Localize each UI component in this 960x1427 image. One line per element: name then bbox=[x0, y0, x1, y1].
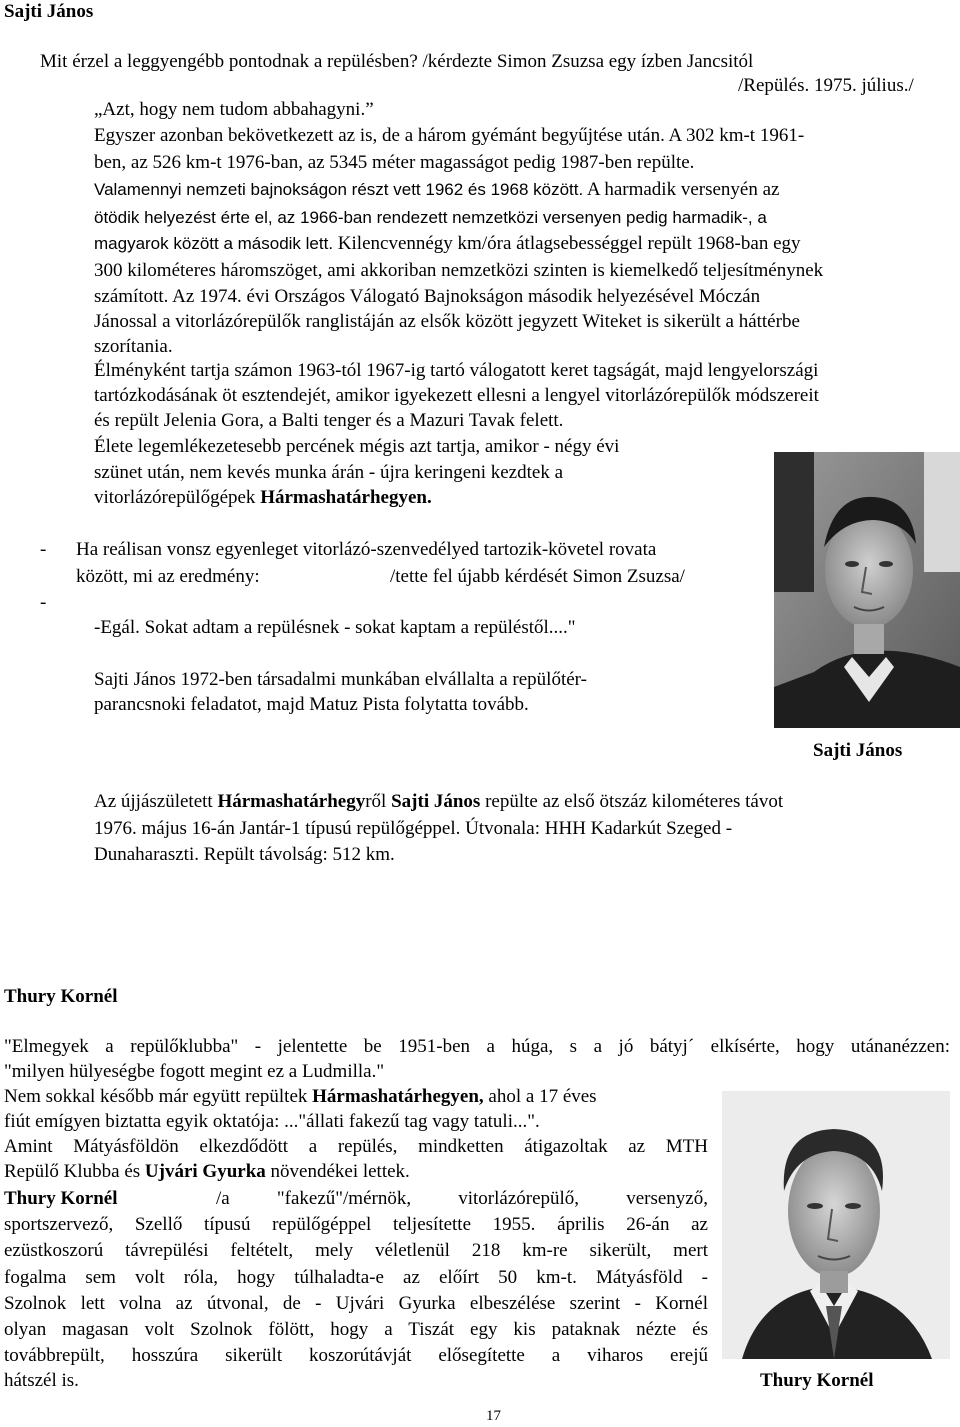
paragraph-line: szorítania. bbox=[94, 336, 173, 357]
paragraph-span: növendékei lettek. bbox=[265, 1161, 410, 1182]
question-line: Ha reálisan vonsz egyenleget vitorlázó-szenvedélyed tartozik-követel rovata bbox=[76, 539, 657, 560]
paragraph-line bbox=[4, 1318, 708, 1342]
paragraph-line bbox=[94, 178, 779, 202]
quote-line bbox=[4, 1035, 950, 1059]
portrait-photo-thury bbox=[722, 1091, 950, 1359]
quote-text: "Elmegyek a repülőklubba" - jelentette be 1951-ben a húga, s a jó bátyj´ elkísérte, hogy utánanézzen: bbox=[4, 1036, 950, 1057]
paragraph-line bbox=[4, 1213, 708, 1237]
paragraph-line: Egyszer azonban bekövetkezett az is, de a három gyémánt begyűjtése után. A 302 km-t 1961- bbox=[94, 125, 805, 146]
page-number: 17 bbox=[486, 1408, 501, 1424]
paragraph-line bbox=[4, 1187, 708, 1211]
paragraph-span bbox=[216, 1187, 708, 1211]
paragraph-span: Nem sokkal később már együtt repültek bbox=[4, 1086, 313, 1107]
paragraph-text: Szolnok lett volna az útvonal, de - Ujvári Gyurka elbeszélése szerint - Kornél bbox=[4, 1293, 708, 1314]
paragraph-line: ben, az 526 km-t 1976-ban, az 5345 méter magasságot pedig 1987-ben repülte. bbox=[94, 152, 695, 173]
person-name: Ujvári Gyurka bbox=[144, 1161, 266, 1182]
paragraph-span: A harmadik versenyén az bbox=[586, 179, 780, 200]
paragraph-line: fiút emígyen biztatta egyik oktatója: ..."állati fakezű tag vagy tatuli...". bbox=[4, 1111, 540, 1132]
paragraph-text: fogalma sem volt róla, hogy túlhaladta-e az előírt 50 km-t. Mátyásföld - bbox=[4, 1267, 708, 1288]
paragraph-span: Kilencvennégy km/óra átlagsebességgel repült 1968-ban egy bbox=[337, 233, 801, 254]
paragraph-line: számított. Az 1974. évi Országos Válogató Bajnokságon második helyezésével Móczán bbox=[94, 286, 761, 307]
paragraph-text: Amint Mátyásföldön elkezdődött a repülés, mindketten átigazoltak az MTH bbox=[4, 1136, 708, 1157]
paragraph-span: vitorlázórepülőgépek bbox=[94, 487, 261, 508]
paragraph-line: 300 kilométeres háromszöget, ami akkoriban nemzetközi szinten is kiemelkedő teljesítménynek bbox=[94, 260, 824, 281]
paragraph-text: olyan magasan volt Szolnok fölött, hogy a Tiszát egy kis pataknak nézte és bbox=[4, 1319, 708, 1340]
paragraph-span: repülte az első ötszáz kilométeres távot bbox=[480, 791, 784, 812]
answer-line: -Egál. Sokat adtam a repülésnek - sokat kaptam a repüléstől...." bbox=[94, 617, 576, 638]
paragraph-line bbox=[4, 1085, 597, 1109]
photo-caption-sajti: Sajti János bbox=[813, 740, 903, 761]
source-line: /Repülés. 1975. július./ bbox=[738, 75, 914, 96]
section-heading-sajti: Sajti János bbox=[4, 1, 94, 22]
place-name: Hármashatárhegy bbox=[217, 791, 366, 812]
section-heading-thury: Thury Kornél bbox=[4, 986, 118, 1007]
paragraph-line: és repült Jelenia Gora, a Balti tenger és a Mazuri Tavak felett. bbox=[94, 410, 564, 431]
place-name: Hármashatárhegyen, bbox=[312, 1086, 484, 1107]
paragraph-line: tartózkodásának öt esztendejét, amikor igyekezett ellesni a lengyel vitorlázórepülők módszereit bbox=[94, 385, 819, 406]
answer-line: „Azt, hogy nem tudom abbahagyni.” bbox=[94, 99, 374, 120]
paragraph-line: Élete legemlékezetesebb percének mégis azt tartja, amikor - négy évi bbox=[94, 436, 620, 457]
question-line: között, mi az eredmény: bbox=[76, 566, 260, 587]
paragraph-text: /a "fakezű"/mérnök, vitorlázórepülő, versenyző, bbox=[216, 1188, 708, 1209]
paragraph-line: Dunaharaszti. Repült távolság: 512 km. bbox=[94, 844, 395, 865]
paragraph-span: Repülő Klubba és bbox=[4, 1161, 145, 1182]
paragraph-span: Valamennyi nemzeti bajnokságon részt vett 1962 és 1968 között. bbox=[94, 180, 584, 199]
paragraph-line bbox=[94, 232, 801, 256]
dash-bullet: - bbox=[40, 539, 47, 560]
paragraph-span: ahol a 17 éves bbox=[483, 1086, 597, 1107]
person-name: Sajti János bbox=[391, 791, 481, 812]
dash-bullet: - bbox=[40, 592, 47, 613]
paragraph-text: ezüstkoszorú távrepülési feltételt, mely véletlenül 218 km-re sikerült, mert bbox=[4, 1240, 708, 1261]
photo-caption-thury: Thury Kornél bbox=[760, 1370, 874, 1391]
paragraph-line: parancsnoki feladatot, majd Matuz Pista folytatta tovább. bbox=[94, 694, 529, 715]
paragraph-line bbox=[4, 1160, 410, 1184]
person-name: Thury Kornél bbox=[4, 1188, 118, 1209]
paragraph-text: továbbrepült, hosszúra sikerült koszorútávját elősegítette a viharos erejű bbox=[4, 1345, 708, 1366]
paragraph-line: 1976. május 16-án Jantár-1 típusú repülőgéppel. Útvonala: HHH Kadarkút Szeged - bbox=[94, 818, 733, 839]
question-source: /tette fel újabb kérdését Simon Zsuzsa/ bbox=[390, 566, 685, 587]
paragraph-line: hátszél is. bbox=[4, 1370, 79, 1391]
paragraph-text: sportszervező, Szellő típusú repülőgéppel teljesítette 1955. április 26-án az bbox=[4, 1214, 708, 1235]
quote-line: "milyen hülyeségbe fogott megint ez a Ludmilla." bbox=[4, 1061, 385, 1082]
paragraph-line bbox=[4, 1344, 708, 1368]
paragraph-line bbox=[4, 1135, 708, 1159]
paragraph-line: Jánossal a vitorlázórepülők ranglistáján az elsők között jegyzett Witeket is sikerült a háttérbe bbox=[94, 311, 800, 332]
paragraph-span: Az újjászületett bbox=[94, 791, 218, 812]
paragraph-span: ről bbox=[365, 791, 392, 812]
paragraph-line: szünet után, nem kevés munka árán - újra keringeni kezdtek a bbox=[94, 462, 564, 483]
portrait-image bbox=[774, 452, 960, 728]
paragraph-line bbox=[94, 486, 432, 510]
place-name: Hármashatárhegyen. bbox=[260, 487, 432, 508]
paragraph-span: magyarok között a második lett. bbox=[94, 234, 334, 253]
portrait-photo-sajti bbox=[774, 452, 960, 728]
paragraph-line: Élményként tartja számon 1963-tól 1967-ig tartó válogatott keret tagságát, majd lengyelországi bbox=[94, 360, 819, 381]
paragraph-line bbox=[4, 1239, 708, 1263]
paragraph-line bbox=[4, 1266, 708, 1290]
paragraph-line bbox=[4, 1292, 708, 1316]
paragraph-line bbox=[94, 790, 783, 814]
question-line: Mit érzel a leggyengébb pontodnak a repülésben? /kérdezte Simon Zsuzsa egy ízben Jancsitól bbox=[40, 51, 754, 72]
paragraph-line: Sajti János 1972-ben társadalmi munkában elvállalta a repülőtér- bbox=[94, 669, 587, 690]
paragraph-line: ötödik helyezést érte el, az 1966-ban rendezett nemzetközi versenyen pedig harmadik-, a bbox=[94, 208, 767, 227]
portrait-image bbox=[722, 1091, 950, 1359]
